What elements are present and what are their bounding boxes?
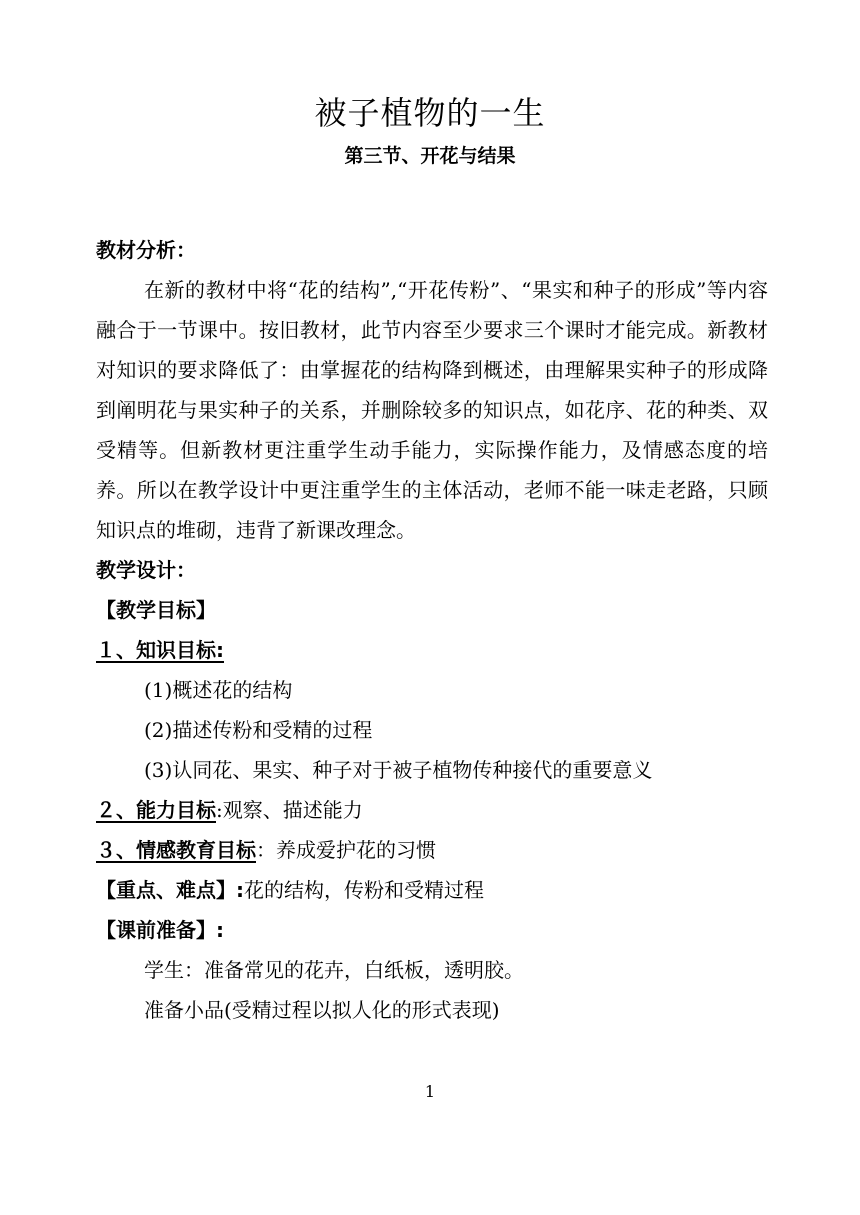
document-subtitle: 第三节、开花与结果	[344, 145, 516, 167]
knowledge-item: (3)认同花、果实、种子对于被子植物传种接代的重要意义	[144, 758, 653, 782]
design-heading: 教学设计：	[96, 558, 196, 582]
goals-heading: 【教学目标】	[96, 598, 216, 622]
analysis-paragraph: 在新的教材中将“花的结构”,“开花传粉”、“果实和种子的形成”等内容融合于一节课中。按旧教材，此节内容至少要求三个课时才能完成。新教材对知识的要求降低了：由掌握花的结构降到概述，由理解果实种子的形成降到阐明花与果实种子的关系，并删除较多的知识点，如花序、花的种类、双受精等。但新教材更注重学生动手能力，实际操作能力，及情感态度的培养。所以在教学设计中更注重学生的主体活动，老师不能一味走老路，只顾知识点的堆砌，违背了新课改理念。	[96, 278, 768, 542]
ability-goal-label: ２、能力目标	[96, 798, 216, 822]
key-points	[96, 870, 768, 910]
key-points-text: 花的结构，传粉和受精过程	[244, 878, 484, 902]
document-body	[96, 230, 768, 1030]
page-number: 1	[424, 1082, 436, 1101]
prep-heading: 【课前准备】:	[96, 918, 224, 942]
key-points-label: 【重点、难点】:	[96, 878, 244, 902]
knowledge-item: (2)描述传粉和受精的过程	[144, 718, 373, 742]
emotion-goal-text: ：养成爱护花的习惯	[256, 838, 436, 862]
prep-item: 准备小品(受精过程以拟人化的形式表现)	[144, 998, 500, 1022]
emotion-goal	[96, 830, 768, 870]
emotion-goal-label: ３、情感教育目标	[96, 838, 256, 862]
knowledge-goal-label-text: １、知识目标:	[96, 638, 224, 662]
analysis-heading: 教材分析：	[96, 238, 196, 262]
knowledge-goal-label	[96, 630, 768, 670]
ability-goal	[96, 790, 768, 830]
prep-item: 学生：准备常见的花卉，白纸板，透明胶。	[144, 958, 524, 982]
ability-goal-text: :观察、描述能力	[216, 798, 363, 822]
knowledge-item: (1)概述花的结构	[144, 678, 293, 702]
document-title: 被子植物的一生	[314, 94, 546, 132]
